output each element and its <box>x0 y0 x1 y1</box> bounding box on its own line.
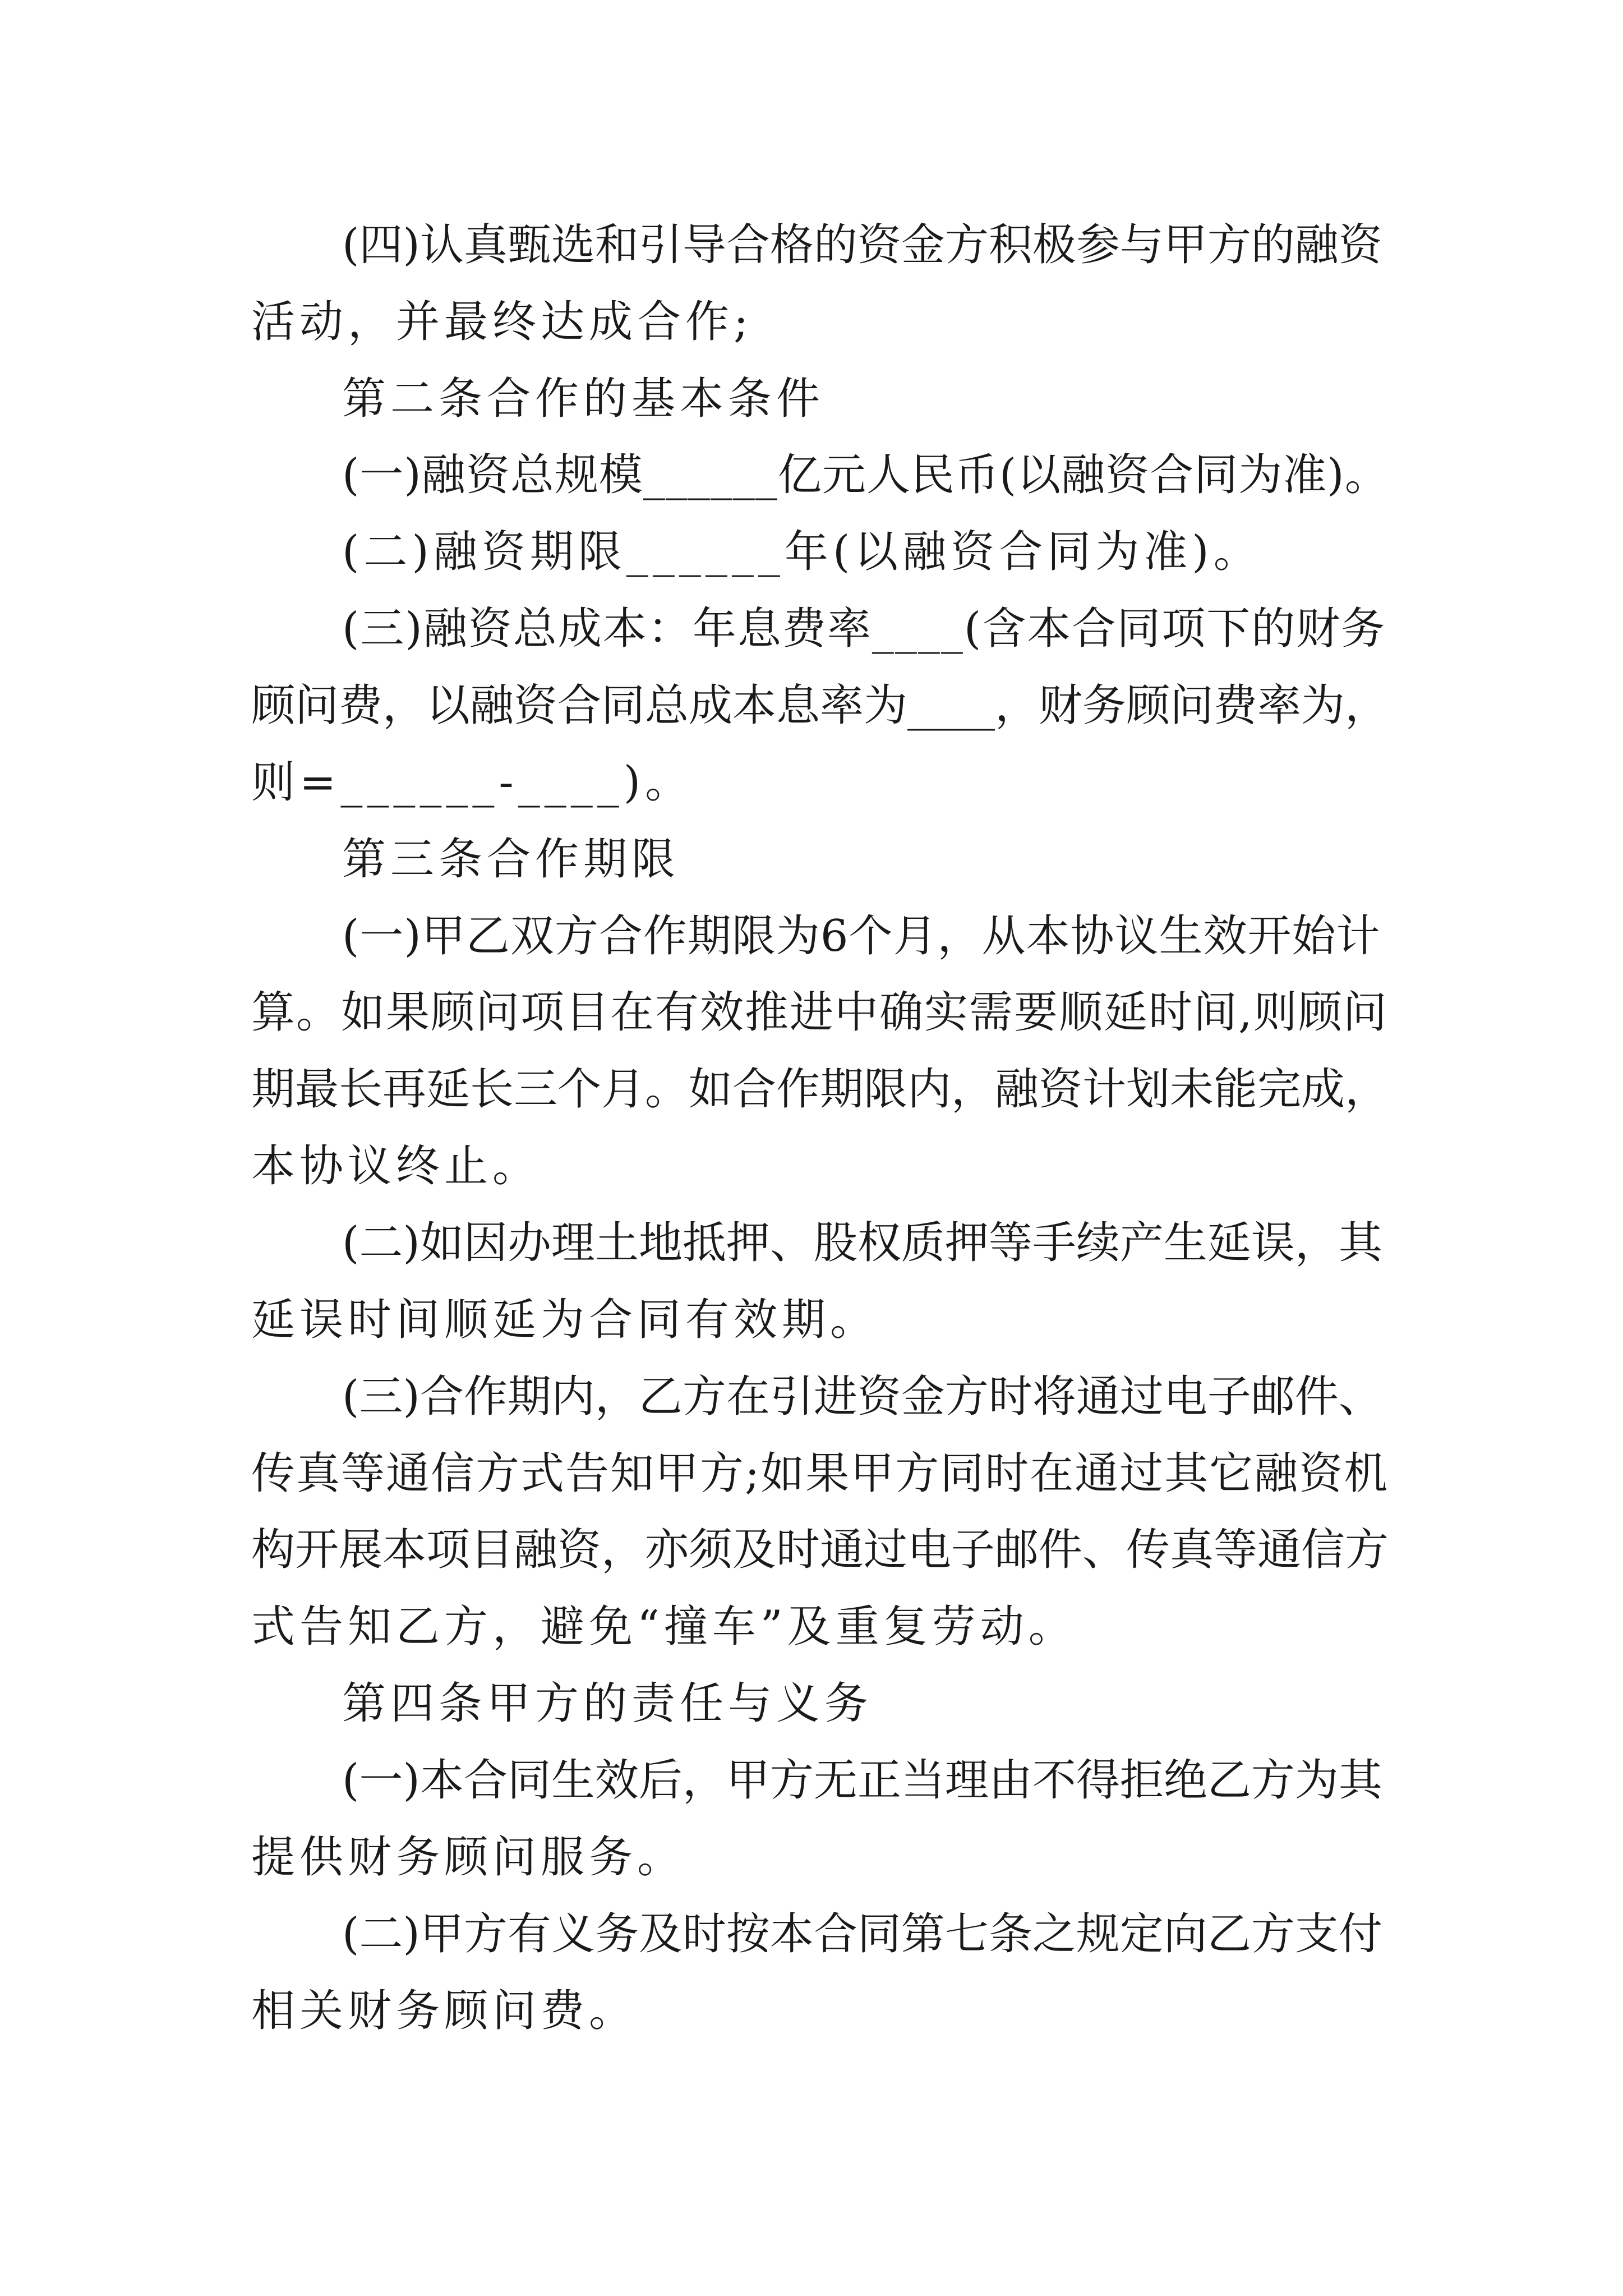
paragraph-line: 式告知乙方，避免“撞车”及重复劳动。 <box>251 1602 1077 1652</box>
paragraph-line: 算。如果顾问项目在有效推进中确实需要顺延时间,则顾问 <box>251 987 1388 1038</box>
section-heading: 第四条甲方的责任与义务 <box>342 1678 873 1729</box>
section-heading: 第三条合作期限 <box>342 834 680 885</box>
section-heading: 第二条合作的基本条件 <box>342 374 825 424</box>
paragraph-line: 则=______-____)。 <box>251 757 694 808</box>
paragraph-line: (二)融资期限______年(以融资合同为准)。 <box>342 527 1262 577</box>
paragraph-line: 本协议终止。 <box>251 1141 541 1191</box>
paragraph-line: (二)如因办理土地抵押、股权质押等手续产生延误，其 <box>342 1218 1382 1268</box>
paragraph-line: (三)融资总成本：年息费率____(含本合同项下的财务 <box>342 604 1386 654</box>
paragraph-line: 提供财务顾问服务。 <box>251 1832 686 1883</box>
paragraph-line: (二)甲方有义务及时按本合同第七条之规定向乙方支付 <box>342 1909 1382 1959</box>
paragraph-line: (三)合作期内，乙方在引进资金方时将通过电子邮件、 <box>342 1372 1382 1422</box>
paragraph-line: 传真等通信方式告知甲方;如果甲方同时在通过其它融资机 <box>251 1448 1389 1499</box>
paragraph-line: (一)融资总规模______亿元人民币(以融资合同为准)。 <box>342 450 1389 500</box>
paragraph-line: 活动，并最终达成合作; <box>251 297 753 347</box>
paragraph-line: (一)甲乙双方合作期限为6个月，从本协议生效开始计 <box>342 911 1381 961</box>
paragraph-line: (一)本合同生效后，甲方无正当理由不得拒绝乙方为其 <box>342 1755 1382 1806</box>
paragraph-line: (四)认真甄选和引导合格的资金方积极参与甲方的融资 <box>342 220 1382 270</box>
paragraph-line: 期最长再延长三个月。如合作期限内，融资计划未能完成， <box>251 1064 1389 1115</box>
paragraph-line: 延误时间顺延为合同有效期。 <box>251 1295 879 1345</box>
paragraph-line: 相关财务顾问费。 <box>251 1986 638 2036</box>
paragraph-line: 顾问费，以融资合同总成本息率为____，财务顾问费率为， <box>251 680 1389 731</box>
paragraph-line: 构开展本项目融资，亦须及时通过电子邮件、传真等通信方 <box>251 1525 1389 1575</box>
